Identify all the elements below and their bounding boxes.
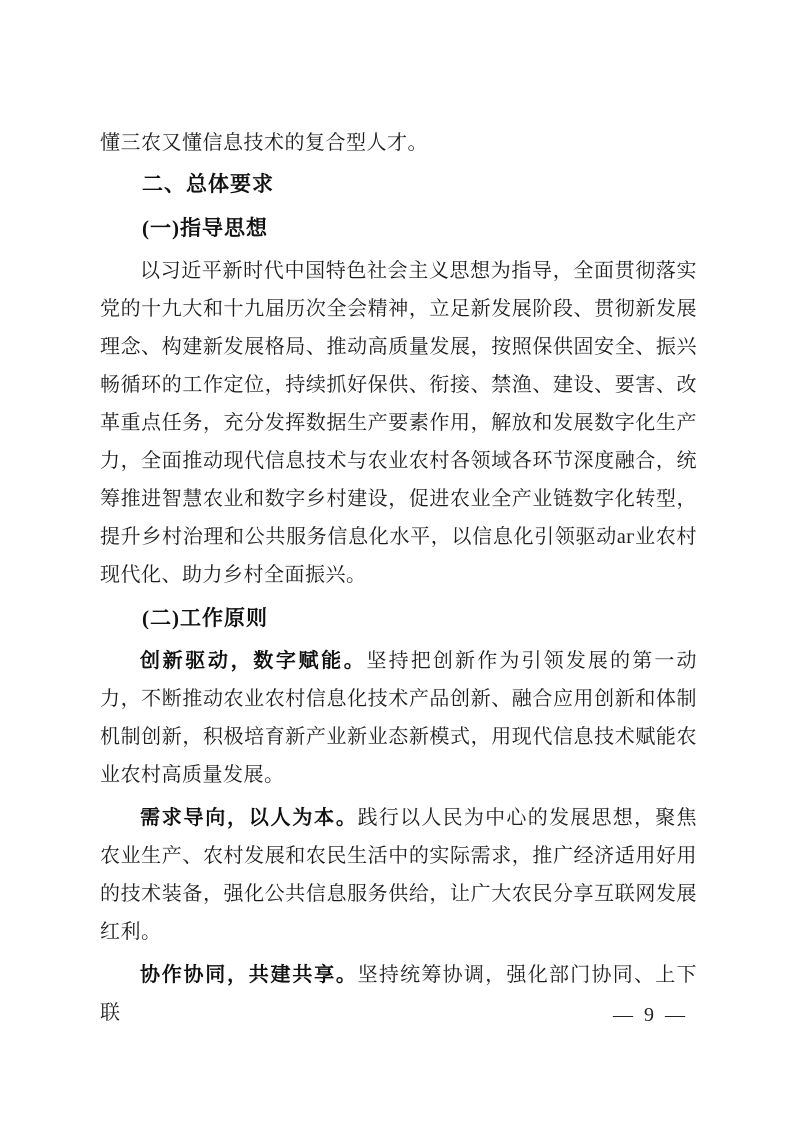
- paragraph-principle-demand: [100, 799, 697, 951]
- principle-body: 践行以人民为中心的发展思想，聚焦农业生产、农村发展和农民生活中的实际需求，推广经济适用好用的技术装备，强化公共信息服务供给，让广大农民分享互联网发展红利。: [100, 807, 698, 943]
- paragraph-principle-collaboration: [100, 956, 697, 1032]
- subsection-heading-guiding-ideology: (一)指导思想: [142, 216, 268, 240]
- paragraph-guiding-ideology: 以习近平新时代中国特色社会主义思想为指导，全面贯彻落实党的十九大和十九届历次全会精神，立足新发展阶段、贯彻新发展理念、构建新发展格局、推动高质量发展，按照保供固安全、振兴畅循环的工作定位，持续抓好保供、衔接、禁渔、建设、要害、改革重点任务，充分发挥数据生产要素作用，解放和发展数字化生产力，全面推动现代信息技术与农业农村各领域各环节深度融合，统筹推进智慧农业和数字乡村建设，促进农业全产业链数字化转型，提升乡村治理和公共服务信息化水平，以信息化引领驱动аг业农村现代化、助力乡村全面振兴。: [100, 260, 697, 586]
- section-heading-overall-requirements: 二、总体要求: [142, 173, 274, 196]
- document-body: [100, 124, 697, 1032]
- subsection-heading-work-principles: (二)工作原则: [142, 606, 268, 630]
- principle-body: 坚持统筹协调，强化部门协同、上下联: [100, 964, 698, 1024]
- principle-lead: 需求导向，以人为本。: [140, 807, 358, 829]
- principle-lead: 创新驱动，数字赋能。: [140, 650, 367, 672]
- page-number: — 9 —: [613, 1004, 688, 1026]
- principle-body: 坚持把创新作为引领发展的第一动力，不断推动农业农村信息化技术产品创新、融合应用创新和体制机制创新，积极培育新产业新业态新模式，用现代信息技术赋能农业农村高质量发展。: [100, 650, 698, 786]
- paragraph-principle-innovation: [100, 642, 697, 794]
- paragraph-continuation: 懂三农又懂信息技术的复合型人才。: [100, 132, 428, 154]
- principle-lead: 协作协同，共建共享。: [140, 964, 358, 986]
